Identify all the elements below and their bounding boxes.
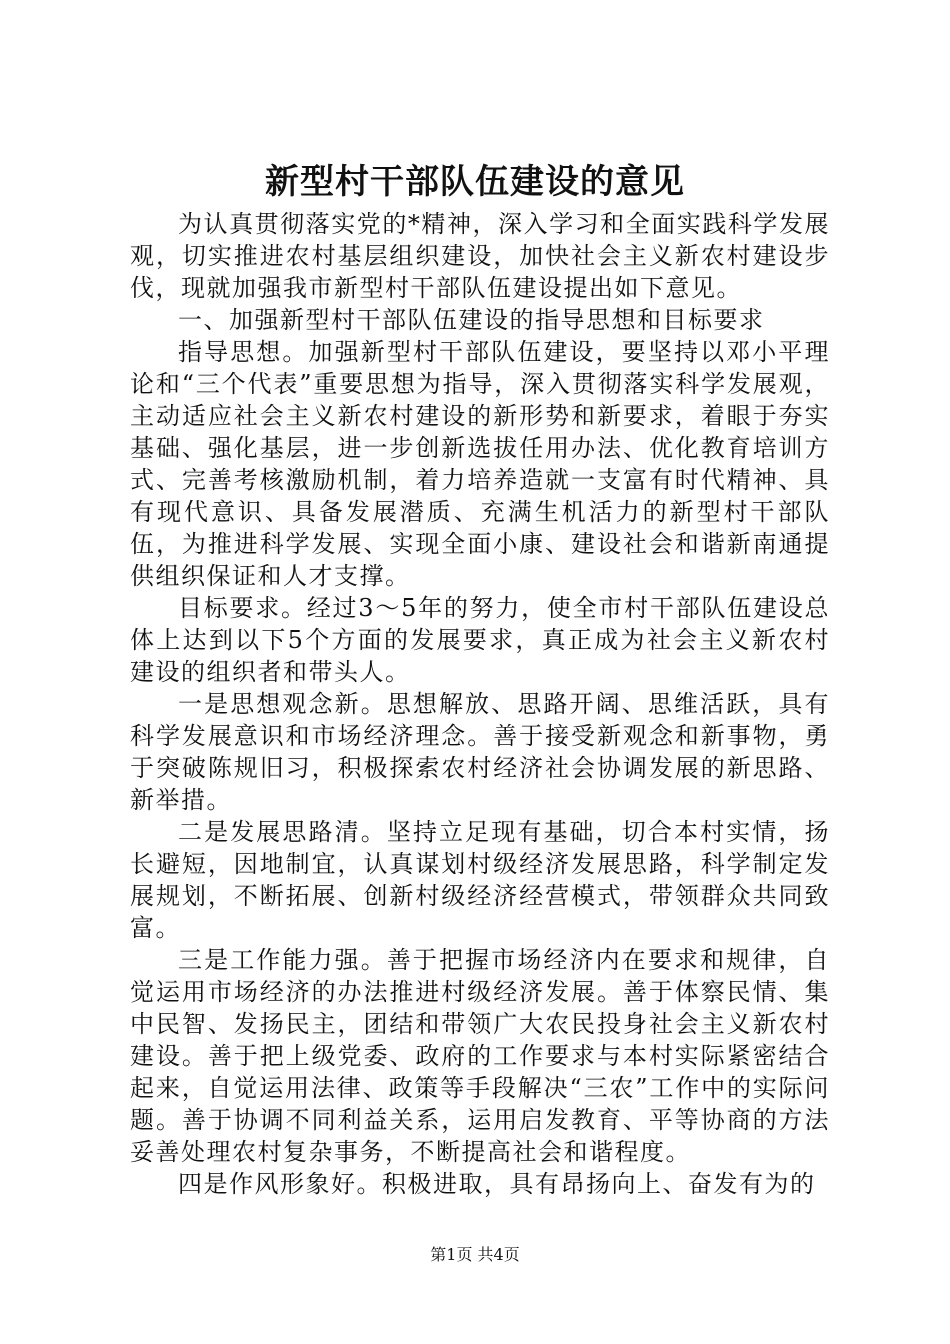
document-title: 新型村干部队伍建设的意见 [265, 162, 685, 202]
paragraph-item-4: 四是作风形象好。积极进取，具有昂扬向上、奋发有为的 [178, 1170, 816, 1198]
paragraph-item-2: 二是发展思路清。坚持立足现有基础，切合本村实情，扬长避短，因地制宜，认真谋划村级经济发展思路，科学制定发展规划，不断拓展、创新村级经济经营模式，带领群众共同致富。 [130, 818, 830, 942]
section-heading: 一、加强新型村干部队伍建设的指导思想和目标要求 [178, 306, 765, 334]
paragraph-goals: 目标要求。经过3～5年的努力，使全市村干部队伍建设总体上达到以下5个方面的发展要求，真正成为社会主义新农村建设的组织者和带头人。 [130, 594, 830, 686]
paragraph-guiding-ideology: 指导思想。加强新型村干部队伍建设，要坚持以邓小平理论和“三个代表”重要思想为指导，深入贯彻落实科学发展观，主动适应社会主义新农村建设的新形势和新要求，着眼于夯实基础、强化基层，进一步创新选拔任用办法、优化教育培训方式、完善考核激励机制，着力培养造就一支富有时代精神、具有现代意识、具备发展潜质、充满生机活力的新型村干部队伍，为推进科学发展、实现全面小康、建设社会和谐新南通提供组织保证和人才支撑。 [130, 338, 830, 590]
paragraph-item-1: 一是思想观念新。思想解放、思路开阔、思维活跃，具有科学发展意识和市场经济理念。善于接受新观念和新事物，勇于突破陈规旧习，积极探索农村经济社会协调发展的新思路、新举措。 [130, 690, 830, 814]
page-number: 第1页 共4页 [430, 1245, 520, 1264]
paragraph-intro: 为认真贯彻落实党的*精神，深入学习和全面实践科学发展观，切实推进农村基层组织建设，加快社会主义新农村建设步伐，现就加强我市新型村干部队伍建设提出如下意见。 [130, 210, 830, 302]
document-body [130, 208, 830, 1200]
paragraph-item-3: 三是工作能力强。善于把握市场经济内在要求和规律，自觉运用市场经济的办法推进村级经济发展。善于体察民情、集中民智、发扬民主，团结和带领广大农民投身社会主义新农村建设。善于把上级党委、政府的工作要求与本村实际紧密结合起来，自觉运用法律、政策等手段解决“三农”工作中的实际问题。善于协调不同利益关系，运用启发教育、平等协商的方法妥善处理农村复杂事务，不断提高社会和谐程度。 [130, 946, 830, 1166]
